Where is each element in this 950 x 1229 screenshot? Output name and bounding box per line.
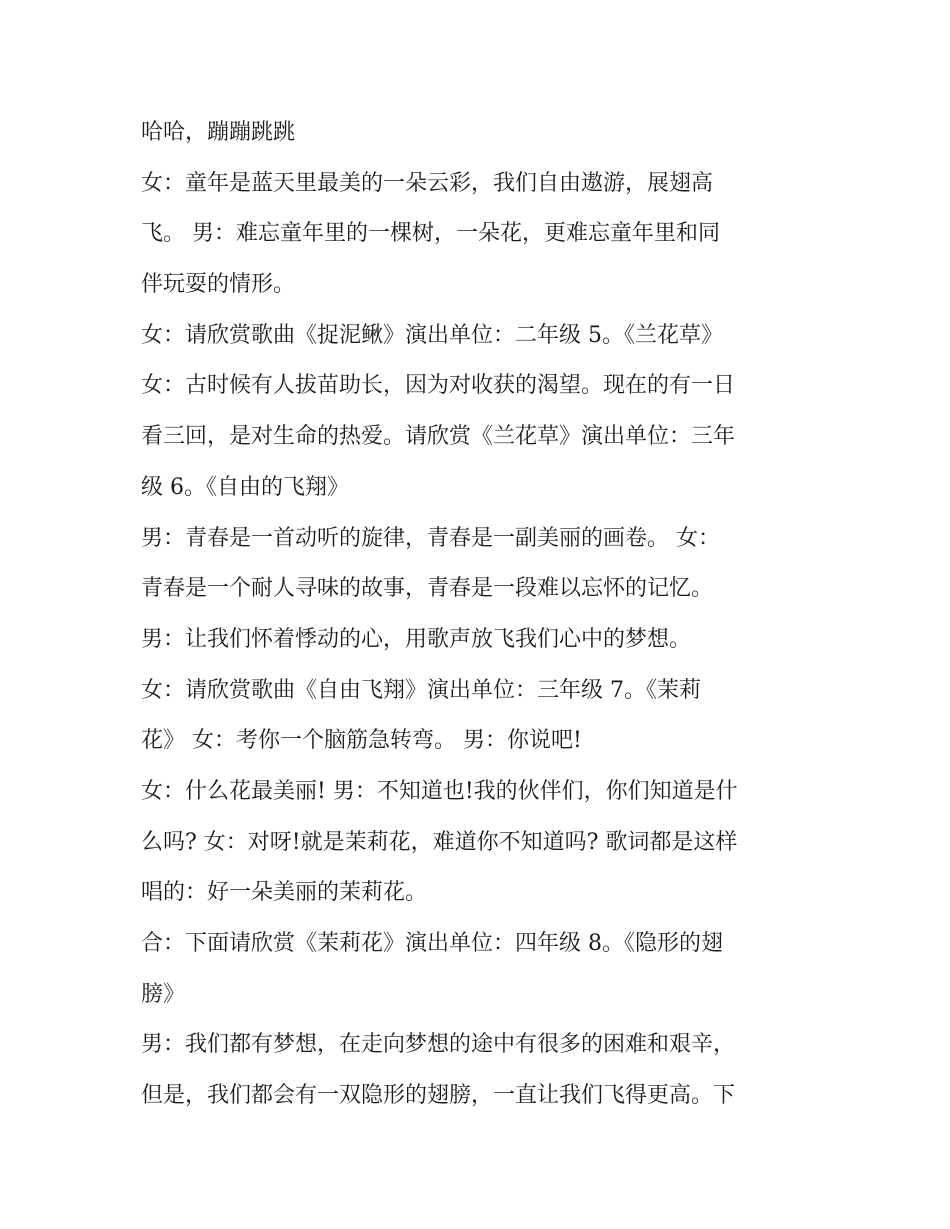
document-body: [141, 108, 821, 1122]
text-line: 男：青春是一首动听的旋律，青春是一副美丽的画卷。 女：: [141, 525, 720, 551]
text-line: 飞。 男：难忘童年里的一棵树，一朵花，更难忘童年里和同: [141, 221, 720, 247]
text-line: 合：下面请欣赏《茉莉花》演出单位：四年级 8。《隐形的翅: [141, 931, 723, 956]
text-line: 花》 女：考你一个脑筋急转弯。 男：你说吧!: [141, 728, 582, 754]
text-line: 但是，我们都会有一双隐形的翅膀，一直让我们飞得更高。下: [141, 1083, 736, 1109]
text-line: 男：我们都有梦想，在走向梦想的途中有很多的困难和艰辛，: [141, 1032, 736, 1058]
text-line: 女：请欣赏歌曲《捉泥鳅》演出单位：二年级 5。《兰花草》: [141, 322, 723, 348]
text-line: 唱的：好一朵美丽的茉莉花。: [141, 880, 428, 906]
text-line: 青春是一个耐人寻味的故事，青春是一段难以忘怀的记忆。: [141, 576, 714, 602]
text-line: 看三回，是对生命的热爱。请欣赏《兰花草》演出单位：三年: [141, 424, 736, 450]
text-line: 男：让我们怀着悸动的心，用歌声放飞我们心中的梦想。: [141, 626, 692, 652]
text-line: 级 6。《自由的飞翔》: [141, 474, 349, 500]
text-line: 哈哈，蹦蹦跳跳: [141, 120, 296, 145]
text-line: 伴玩耍的情形。: [141, 272, 296, 298]
text-line: 膀》: [141, 981, 186, 1007]
text-line: 女：古时候有人拔苗助长，因为对收获的渴望。现在的有一日: [141, 373, 736, 399]
text-line: 女：请欣赏歌曲《自由飞翔》演出单位：三年级 7。《茉莉: [141, 677, 701, 703]
text-line: 女：童年是蓝天里最美的一朵云彩，我们自由遨游，展翅高: [141, 170, 714, 196]
text-line: 么吗? 女：对呀!就是茉莉花，难道你不知道吗? 歌词都是这样: [141, 829, 738, 855]
text-line: 女：什么花最美丽! 男：不知道也!我的伙伴们，你们知道是什: [141, 778, 738, 804]
